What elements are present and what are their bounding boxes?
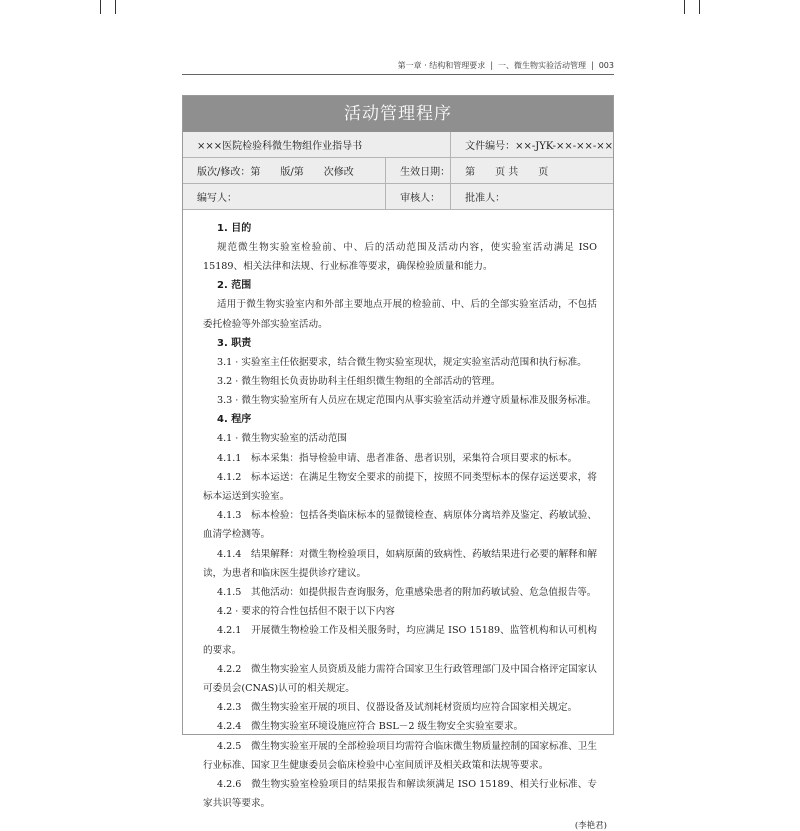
section-paragraph: 3.3 · 微生物实验室所有人员应在规定范围内从事实验室活动并遵守质量标准及服务标准。 <box>217 395 597 407</box>
document-meta-table <box>183 132 613 210</box>
section-paragraph: 4.2.5 微生物实验室开展的全部检验项目均需符合临床微生物质量控制的国家标准、卫生行业标准、国家卫生健康委员会临床检验中心室间质评及相关政策和法规等要求。 <box>203 740 597 771</box>
meta-row <box>183 132 613 158</box>
crop-mark <box>699 0 700 14</box>
section-paragraph: 4.2.6 微生物实验室检验项目的结果报告和解读须满足 ISO 15189、相关行业标准、专家共识等要求。 <box>203 779 597 810</box>
page-number: 003 <box>598 61 614 70</box>
document-body <box>183 210 613 813</box>
section-paragraph: 4.2.2 微生物实验室人员资质及能力需符合国家卫生行政管理部门及中国合格评定国家认可委员会(CNAS)认可的相关规定。 <box>203 663 597 695</box>
section-paragraph: 适用于微生物实验室内和外部主要地点开展的检验前、中、后的全部实验室活动，不包括委托检验等外部实验室活动。 <box>203 299 597 330</box>
section-paragraph: 4.2 · 要求的符合性包括但不限于以下内容 <box>217 606 395 618</box>
section-heading: 2. 范围 <box>217 280 252 292</box>
meta-row <box>183 158 613 184</box>
chapter-title: 第一章 · 结构和管理要求 <box>397 61 486 70</box>
meta-author: 编写人： <box>183 184 386 210</box>
section-paragraph: 4.2.1 开展微生物检验工作及相关服务时，均应满足 ISO 15189、监管机构和认可机构的要求。 <box>203 625 597 656</box>
section-paragraph: 4.2.4 微生物实验室环境设施应符合 BSL－2 级生物安全实验室要求。 <box>217 721 524 733</box>
author-signature: (李艳君) <box>574 821 607 831</box>
section-heading: 1. 目的 <box>217 223 252 234</box>
section-paragraph: 4.1.3 标本检验：包括各类临床标本的显微镜检查、病原体分离培养及鉴定、药敏试验、血清学检测等。 <box>203 510 597 541</box>
section-paragraph: 4.1.1 标本采集：指导检验申请、患者准备、患者识别，采集符合项目要求的标本。 <box>217 452 578 464</box>
section-paragraph: 规范微生物实验室检验前、中、后的活动范围及活动内容，使实验室活动满足 ISO 15189、相关法律和法规、行业标准等要求，确保检验质量和能力。 <box>203 242 597 273</box>
meta-effective-date: 生效日期： <box>386 158 451 184</box>
section-title: 一、微生物实验活动管理 <box>498 61 587 70</box>
section-paragraph: 4.1.5 其他活动：如提供报告查询服务，危重感染患者的附加药敏试验、危急值报告等。 <box>217 587 597 599</box>
crop-mark <box>684 0 685 14</box>
document-title: 活动管理程序 <box>183 96 613 132</box>
section-paragraph: 3.2 · 微生物组长负责协助科主任组织微生物组的全部活动的管理。 <box>217 376 501 388</box>
meta-reviewer: 审核人： <box>386 184 451 210</box>
section-heading: 3. 职责 <box>217 337 252 349</box>
running-header: 第一章 · 结构和管理要求 | 一、微生物实验活动管理 | 003 <box>182 60 614 75</box>
meta-edition: 版次/修改：第 版/第 次修改 <box>183 158 386 184</box>
section-paragraph: 4.2.3 微生物实验室开展的项目、仪器设备及试剂耗材资质均应符合国家相关规定。 <box>217 702 578 714</box>
meta-row <box>183 184 613 210</box>
section-heading: 4. 程序 <box>217 414 252 426</box>
section-paragraph: 4.1.4 结果解释：对微生物检验项目，如病原菌的致病性、药敏结果进行必要的解释和解读，为患者和临床医生提供诊疗建议。 <box>203 548 597 579</box>
section-paragraph: 4.1.2 标本运送：在满足生物安全要求的前提下，按照不同类型标本的保存运送要求，将标本运送到实验室。 <box>203 471 597 503</box>
crop-mark <box>115 0 116 14</box>
crop-mark <box>100 0 101 14</box>
section-paragraph: 3.1 · 实验室主任依据要求，结合微生物实验室现状，规定实验室活动范围和执行标准。 <box>217 356 587 368</box>
meta-doc-number: 文件编号：××-JYK-××-××-×× <box>451 132 613 158</box>
section-paragraph: 4.1 · 微生物实验室的活动范围 <box>217 433 347 445</box>
meta-approver: 批准人： <box>451 184 613 210</box>
document-frame <box>182 95 614 831</box>
meta-doc-name: ×××医院检验科微生物组作业指导书 <box>183 132 451 158</box>
meta-page-count: 第 页 共 页 <box>451 158 613 184</box>
